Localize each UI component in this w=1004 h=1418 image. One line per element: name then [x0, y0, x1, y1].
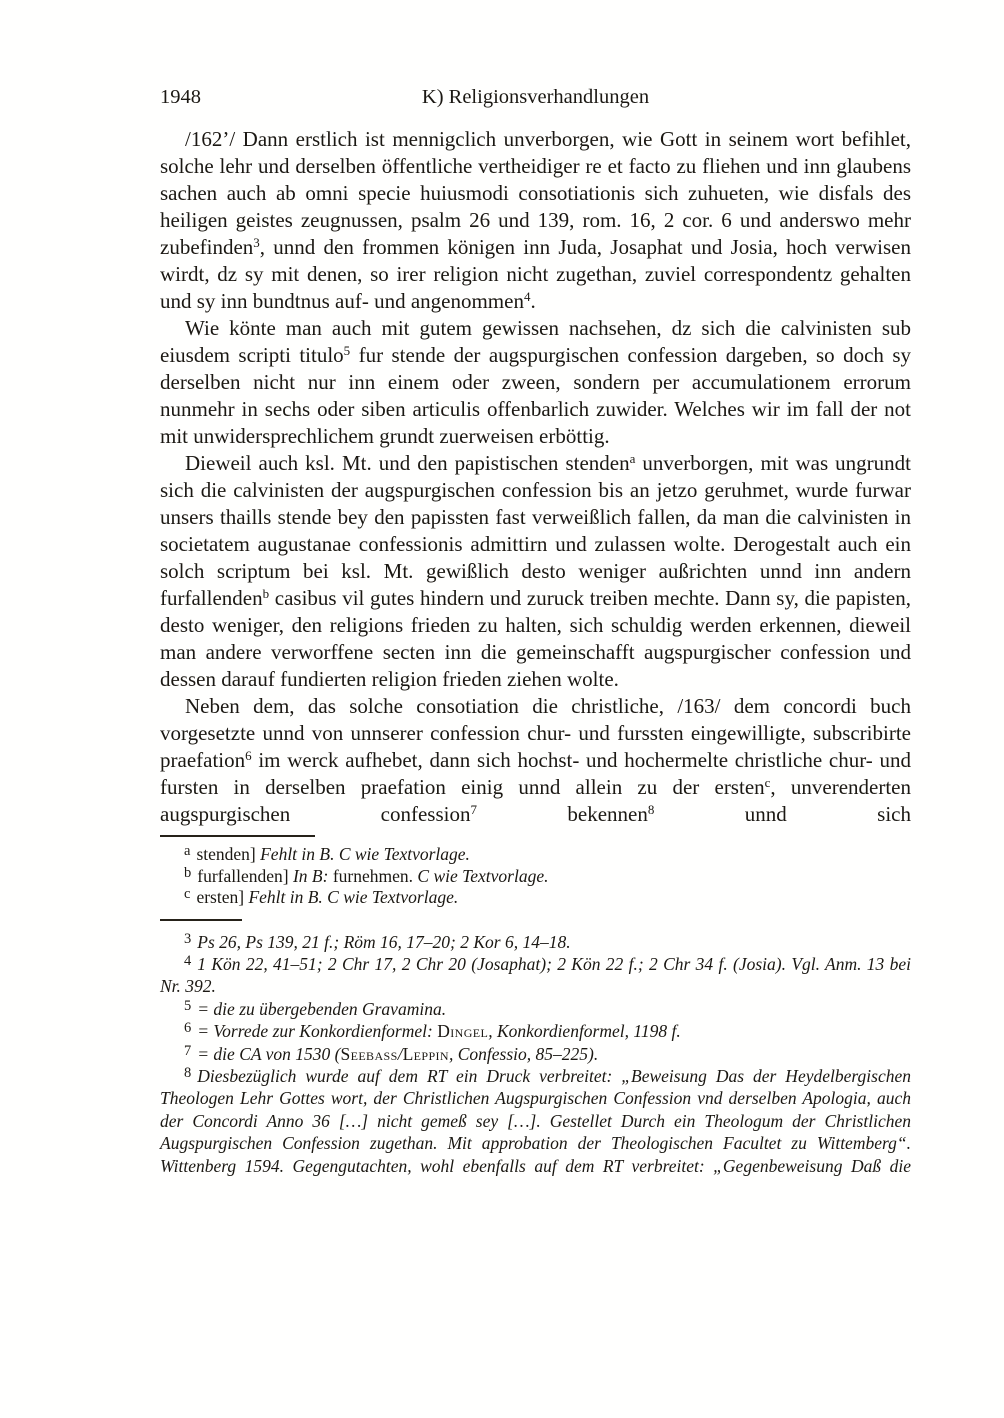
text-segment: Fehlt in B. C wie Textvorlage.: [248, 887, 459, 907]
text-segment: /162’/ Dann erstlich ist mennigclich unverborgen, wie Gott in seinem wort befihlet, solche lehr und derselben öffentliche vertheidiger re et facto zu fliehen und inn glaubens sachen auch ab omni specie huiusmodi consotiationis sich zuhueten, wie disfals des heiligen geistes zeugnussen, psalm 26 und 139, rom. 16, 2 cor. 6 und anderswo mehr zubefinden: [160, 127, 911, 259]
footnote: [160, 998, 911, 1020]
footnote-marker: 4: [523, 288, 531, 304]
note-marker: a: [184, 843, 191, 859]
paragraph: [160, 693, 911, 828]
text-segment: In B:: [292, 865, 333, 886]
note-marker: c: [184, 886, 191, 902]
text-segment: Wie könte man auch mit gutem gewissen nachsehen, dz sich die calvinisten sub eiusdem scripti titulo: [160, 316, 911, 367]
text-segment: Leppin: [402, 1043, 449, 1064]
footnote: [160, 1020, 911, 1042]
apparatus-note: [160, 887, 911, 909]
footnote: [160, 953, 911, 998]
footnote-marker: 5: [343, 342, 351, 358]
paragraph: [160, 315, 911, 450]
footnote-rule: [160, 919, 242, 921]
text-segment: unnd sich: [654, 802, 911, 826]
text-segment: fur stende der augspurgischen confession dargeben, so doch sy derselben nicht nur inn einem oder zween, sondern per accumulationem errorum nunmehr in sechs oder siben articulis offenbarlich zuwider. Welches wir im fall der not mit unwidersprechlichem grundt zuerweisen erböttig.: [160, 343, 912, 448]
footnote-marker: 3: [253, 234, 260, 250]
note-marker: b: [184, 864, 192, 881]
text-segment: Ps 26, Ps 139, 21 f.; Röm 16, 17–20; 2 Kor 6, 14–18.: [197, 931, 571, 952]
footnote: [160, 1065, 911, 1177]
apparatus-notes: [160, 844, 911, 909]
body-paragraphs: [160, 126, 911, 828]
text-segment: Diesbezüglich wurde auf dem RT ein Druck verbreitet: „Beweisung Das der Heydelbergischen Theologen Lehr Gottes wort, der Christlichen Augspurgischen Confession vnd derselben Apologia, auch der Concordi Anno 36 […] nicht gemeß sey […]. Gestellet Durch ein Theologum der Christlichen Augspurgischen Confession zugethan. Mit approbation der Theologischen Facultet zu Wittemberg“. Wittenberg 1594. Gegengutachten, wohl ebenfalls auf dem RT verbreitet: „Gegenbeweisung Daß die: [160, 1065, 911, 1176]
text-segment: , unverenderten augspurgischen confession: [160, 775, 911, 826]
apparatus-note: [160, 844, 911, 866]
text-segment: Neben dem, das solche consotiation die christliche, /163/ dem concordi buch vorgesetzte unnd von unnserer confession chur- und furssten eingewilligte, subscribirte praefation: [160, 694, 911, 772]
footnote-marker: a: [629, 450, 636, 466]
text-segment: C wie Textvorlage.: [417, 865, 549, 886]
text-segment: stenden]: [196, 844, 261, 864]
text-segment: furfallenden]: [197, 865, 293, 886]
text-segment: , unnd den frommen königen inn Juda, Josaphat und Josia, hoch verwisen wirdt, dz sy mit denen, so irer religion nicht zugethan, zuviel correspondentz gehalten und sy inn bundtnus auf- und angenommen: [160, 235, 911, 313]
apparatus-rule: [160, 835, 315, 837]
text-segment: ersten]: [196, 887, 249, 907]
text-segment: .: [530, 289, 536, 313]
text-segment: Fehlt in B. C wie Textvorlage.: [260, 844, 470, 864]
running-head-title: K) Religionsverhandlungen: [421, 86, 650, 108]
text-segment: Seebass: [340, 1043, 398, 1064]
footnote-marker: c: [764, 774, 771, 790]
footnotes: [160, 931, 911, 1177]
page-number: 1948: [160, 86, 201, 108]
text-segment: casibus vil gutes hindern und zuruck treiben mechte. Dann sy, die papisten, desto weniger, den religions frieden zu halten, sich schuldig werden erkennen, dieweil man andere verworffene secten inn die gemeinschafft augspurgischer confession und dessen darauf fundierten religion frieden ziehen wolte.: [160, 586, 911, 691]
note-marker: 6: [184, 1020, 192, 1037]
footnote-marker: 8: [647, 801, 655, 817]
footnote-marker: 6: [245, 747, 252, 763]
text-segment: , Konkordienformel, 1198 f.: [488, 1021, 681, 1042]
apparatus-note: [160, 866, 911, 888]
note-marker: 3: [184, 930, 192, 947]
paragraph: [160, 126, 911, 315]
note-marker: 5: [184, 997, 192, 1014]
text-segment: = die CA von 1530 (: [197, 1043, 341, 1064]
text-segment: , Confessio, 85–225).: [449, 1043, 599, 1064]
text-segment: im werck aufhebet, dann sich hochst- und hochermelte christliche chur- und fursten in derselben praefation einig unnd allein zu der ersten: [160, 748, 911, 799]
running-header: [160, 84, 911, 110]
text-segment: 1 Kön 22, 41–51; 2 Chr 17, 2 Chr 20 (Josaphat); 2 Kön 22 f.; 2 Chr 34 f. (Josia). Vgl. Anm. 13 bei Nr. 392.: [160, 953, 911, 997]
note-marker: 7: [184, 1042, 192, 1059]
text-segment: furnehmen.: [332, 865, 418, 886]
note-marker: 4: [184, 952, 192, 969]
footnote: [160, 1043, 911, 1065]
text-block: [160, 84, 911, 1177]
text-segment: bekennen: [476, 802, 648, 826]
footnote: [160, 931, 911, 953]
note-marker: 8: [184, 1064, 192, 1081]
text-segment: unverborgen, mit was ungrundt sich die calvinisten der augspurgischen confession bis an jetzo geruhmet, wurde furwar unsers thaills stende bey den papissten fast verweißlich fallen, da man die calvinisten in societatem augustanae confessionis admittirn und zulassen wolte. Derogestalt auch ein solch scriptum bei ksl. Mt. gewißlich desto weniger außrichten unnd inn andern furfallenden: [160, 451, 911, 610]
text-segment: Dingel: [437, 1021, 489, 1042]
text-segment: Dieweil auch ksl. Mt. und den papistischen stenden: [185, 451, 630, 475]
text-segment: /: [397, 1043, 403, 1064]
footnote-marker: b: [262, 585, 270, 601]
text-segment: = Vorrede zur Konkordienformel:: [197, 1021, 438, 1042]
paragraph: [160, 450, 911, 693]
text-segment: = die zu übergebenden Gravamina.: [197, 998, 447, 1019]
footnote-marker: 7: [470, 801, 477, 817]
